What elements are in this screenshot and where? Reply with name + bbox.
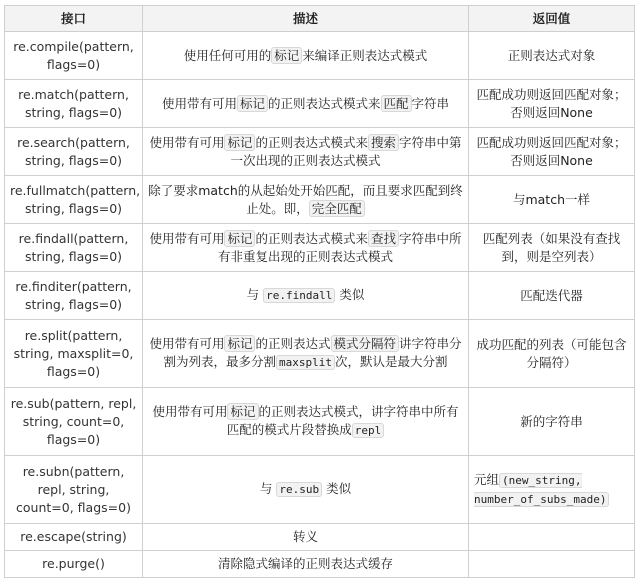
return-cell: [469, 524, 635, 551]
return-cell: 匹配列表（如果没有查找到，则是空列表）: [469, 224, 635, 272]
desc-text: 讲字符串分割为列表，最多分割: [163, 336, 462, 369]
description-cell: [143, 176, 469, 224]
return-cell: [469, 456, 635, 524]
table-header-row: [5, 6, 635, 32]
return-text: 元组: [474, 471, 500, 487]
table-row: [5, 524, 635, 551]
api-cell: re.subn(pattern, repl, string, count=0, flags=0): [5, 456, 143, 524]
api-cell: re.purge(): [5, 551, 143, 578]
desc-text: 使用带有可用: [149, 134, 225, 150]
api-cell: re.compile(pattern, flags=0): [5, 32, 143, 80]
keyword-tag: 搜索: [368, 134, 399, 151]
table-row: [5, 272, 635, 320]
api-cell: re.finditer(pattern, string, flags=0): [5, 272, 143, 320]
api-cell: re.fullmatch(pattern, string, flags=0): [5, 176, 143, 224]
description-cell: [143, 128, 469, 176]
return-cell: [469, 551, 635, 578]
keyword-tag: 完全匹配: [309, 200, 365, 217]
description-cell: [143, 456, 469, 524]
table-row: [5, 224, 635, 272]
desc-text: 字符串: [411, 95, 450, 111]
api-cell: re.sub(pattern, repl, string, count=0, flags=0): [5, 388, 143, 456]
return-cell: 新的字符串: [469, 388, 635, 456]
desc-text: 使用带有可用: [149, 230, 225, 246]
desc-text: 字符串中第一次出现的正则表达式模式: [230, 134, 462, 168]
return-cell: 正则表达式对象: [469, 32, 635, 80]
keyword-tag: 匹配: [381, 95, 412, 112]
desc-text: 的正则表达式: [255, 336, 331, 351]
code-snippet: re.findall: [263, 288, 335, 303]
keyword-tag: 标记: [224, 335, 255, 352]
desc-text: 字符串中所有非重复出现的正则表达式模式: [217, 230, 462, 264]
header-description: 描述: [143, 6, 469, 32]
desc-text: 类似: [339, 287, 365, 302]
code-snippet: (new_string, number_of_subs_made): [474, 473, 609, 507]
table-row: [5, 32, 635, 80]
table-row: [5, 456, 635, 524]
table-row: [5, 320, 635, 388]
description-cell: [143, 388, 469, 456]
desc-text: 的正则表达式模式，讲字符串中所有匹配的模式片段替换成: [226, 404, 459, 437]
desc-text: 与: [259, 481, 273, 496]
keyword-tag: 标记: [224, 134, 255, 151]
code-snippet: re.sub: [276, 482, 322, 497]
desc-text: 使用带有可用: [149, 336, 225, 351]
keyword-tag: 标记: [271, 47, 302, 64]
table-row: [5, 388, 635, 456]
api-cell: re.split(pattern, string, maxsplit=0, flags=0): [5, 320, 143, 388]
desc-text: 次，默认是最大分割: [334, 354, 448, 369]
keyword-tag: 标记: [237, 95, 268, 112]
header-return-value: 返回值: [469, 6, 635, 32]
api-cell: re.escape(string): [5, 524, 143, 551]
desc-text: 类似: [326, 481, 352, 496]
api-cell: re.search(pattern, string, flags=0): [5, 128, 143, 176]
description-cell: [143, 80, 469, 128]
desc-text: 与: [246, 287, 260, 302]
description-cell: [143, 272, 469, 320]
code-snippet: maxsplit: [276, 355, 335, 370]
desc-text: 使用带有可用: [152, 404, 228, 419]
table-row: [5, 551, 635, 578]
return-cell: 匹配成功则返回匹配对象；否则返回None: [469, 128, 635, 176]
regex-api-table: [4, 5, 635, 578]
keyword-tag: 模式分隔符: [331, 335, 400, 352]
keyword-tag: 标记: [227, 403, 258, 420]
desc-text: 使用任何可用的: [183, 47, 272, 63]
desc-text: 除了要求match的从起始处开始匹配，而且要求匹配到终止处。即，: [148, 182, 463, 216]
return-cell: 匹配成功则返回匹配对象；否则返回None: [469, 80, 635, 128]
table-row: [5, 80, 635, 128]
return-cell: 与match一样: [469, 176, 635, 224]
header-interface: 接口: [5, 6, 143, 32]
return-cell: 成功匹配的列表（可能包含分隔符）: [469, 320, 635, 388]
table-row: [5, 176, 635, 224]
keyword-tag: 查找: [368, 230, 399, 247]
description-cell: 转义: [143, 524, 469, 551]
api-cell: re.match(pattern, string, flags=0): [5, 80, 143, 128]
desc-text: 使用带有可用: [161, 95, 237, 111]
description-cell: 清除隐式编译的正则表达式缓存: [143, 551, 469, 578]
description-cell: [143, 320, 469, 388]
desc-text: 的正则表达式模式来: [255, 230, 368, 246]
api-cell: re.findall(pattern, string, flags=0): [5, 224, 143, 272]
code-snippet: repl: [352, 423, 385, 438]
description-cell: [143, 32, 469, 80]
desc-text: 的正则表达式模式来: [255, 134, 368, 150]
return-cell: 匹配迭代器: [469, 272, 635, 320]
keyword-tag: 标记: [224, 230, 255, 247]
description-cell: [143, 224, 469, 272]
desc-text: 来编译正则表达式模式: [302, 47, 428, 63]
desc-text: 的正则表达式模式来: [267, 95, 381, 111]
table-row: [5, 128, 635, 176]
